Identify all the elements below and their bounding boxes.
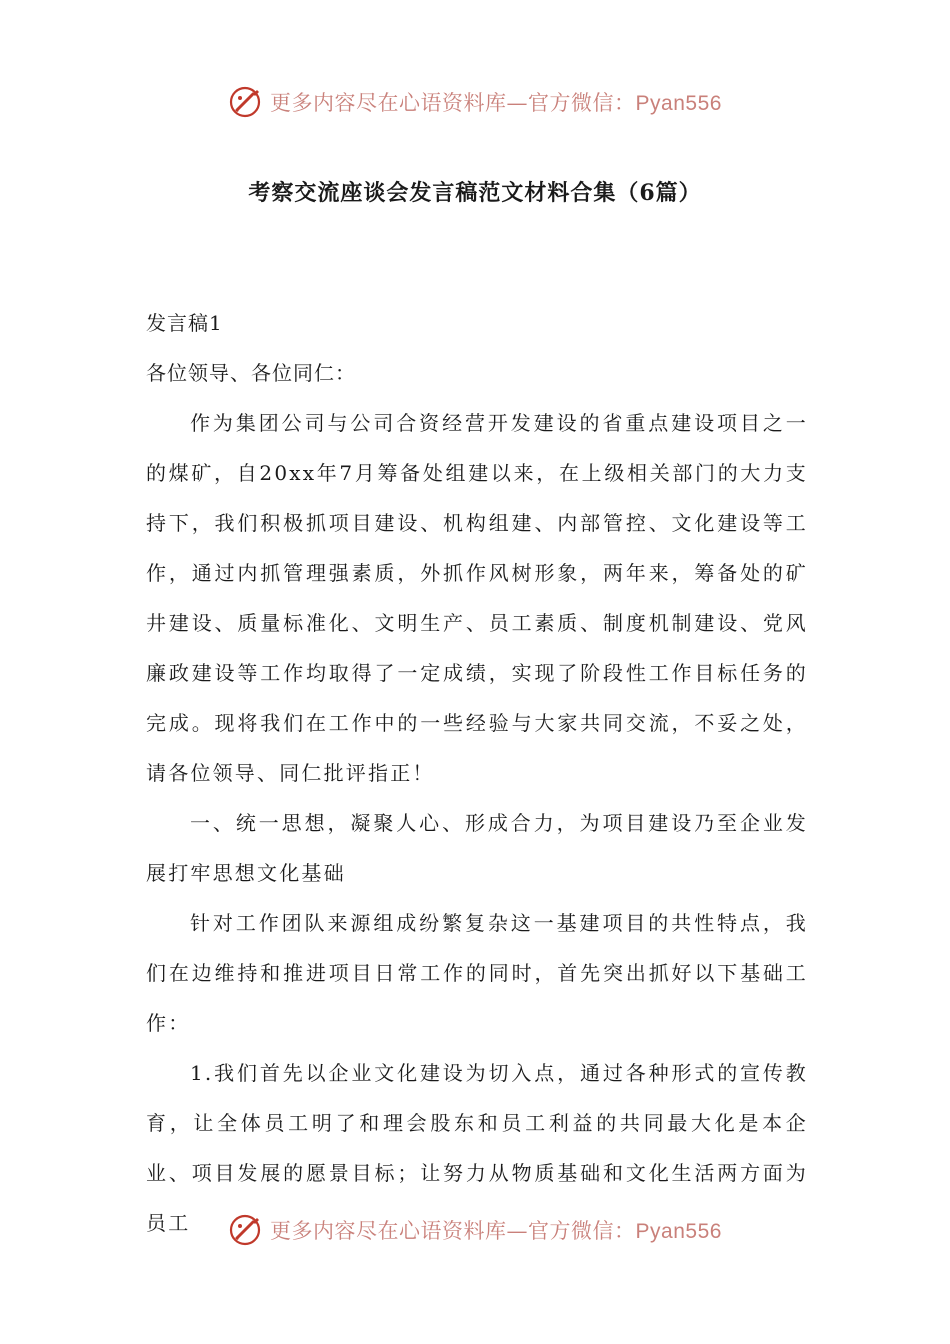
paragraph-3: 针对工作团队来源组成纷繁复杂这一基建项目的共性特点，我们在边维持和推进项目日常工作的同时，首先突出抓好以下基础工作： [146,911,808,1035]
watermark-label: 更多内容尽在心语资料库—官方微信： [270,1219,636,1243]
watermark-id: Pyan556 [635,92,722,115]
paragraph-1: 作为集团公司与公司合资经营开发建设的省重点建设项目之一的煤矿，自20xx年7月筹备处组建以来，在上级相关部门的大力支持下，我们积极抓项目建设、机构组建、内部管控、文化建设等工作，通过内抓管理强素质，外抓作风树形象，两年来，筹备处的矿井建设、质量标准化、文明生产、员工素质、制度机制建设、党风廉政建设等工作均取得了一定成绩，实现了阶段性工作目标任务的完成。现将我们在工作中的一些经验与大家共同交流，不妥之处，请各位领导、同仁批评指正！ [146,411,808,785]
pen-logo-icon [228,1212,264,1248]
watermark-text [270,87,722,117]
paragraph-4: 1.我们首先以企业文化建设为切入点，通过各种形式的宣传教育，让全体员工明了和理会股东和员工利益的共同最大化是本企业、项目发展的愿景目标；让努力从物质基础和文化生活两方面为员工 [146,1061,808,1235]
document-title: 考察交流座谈会发言稿范文材料合集（6篇） [248,180,702,206]
pen-logo-icon [228,84,264,120]
salutation: 各位领导、各位同仁： [146,361,356,385]
paragraph-2: 一、统一思想，凝聚人心、形成合力，为项目建设乃至企业发展打牢思想文化基础 [146,811,808,885]
watermark-label: 更多内容尽在心语资料库—官方微信： [270,91,636,115]
section-heading: 发言稿1 [146,311,223,335]
watermark-header [0,82,950,122]
document-body [146,298,808,1248]
watermark-footer [0,1210,950,1250]
watermark-text [270,1215,722,1245]
watermark-id: Pyan556 [635,1220,722,1243]
